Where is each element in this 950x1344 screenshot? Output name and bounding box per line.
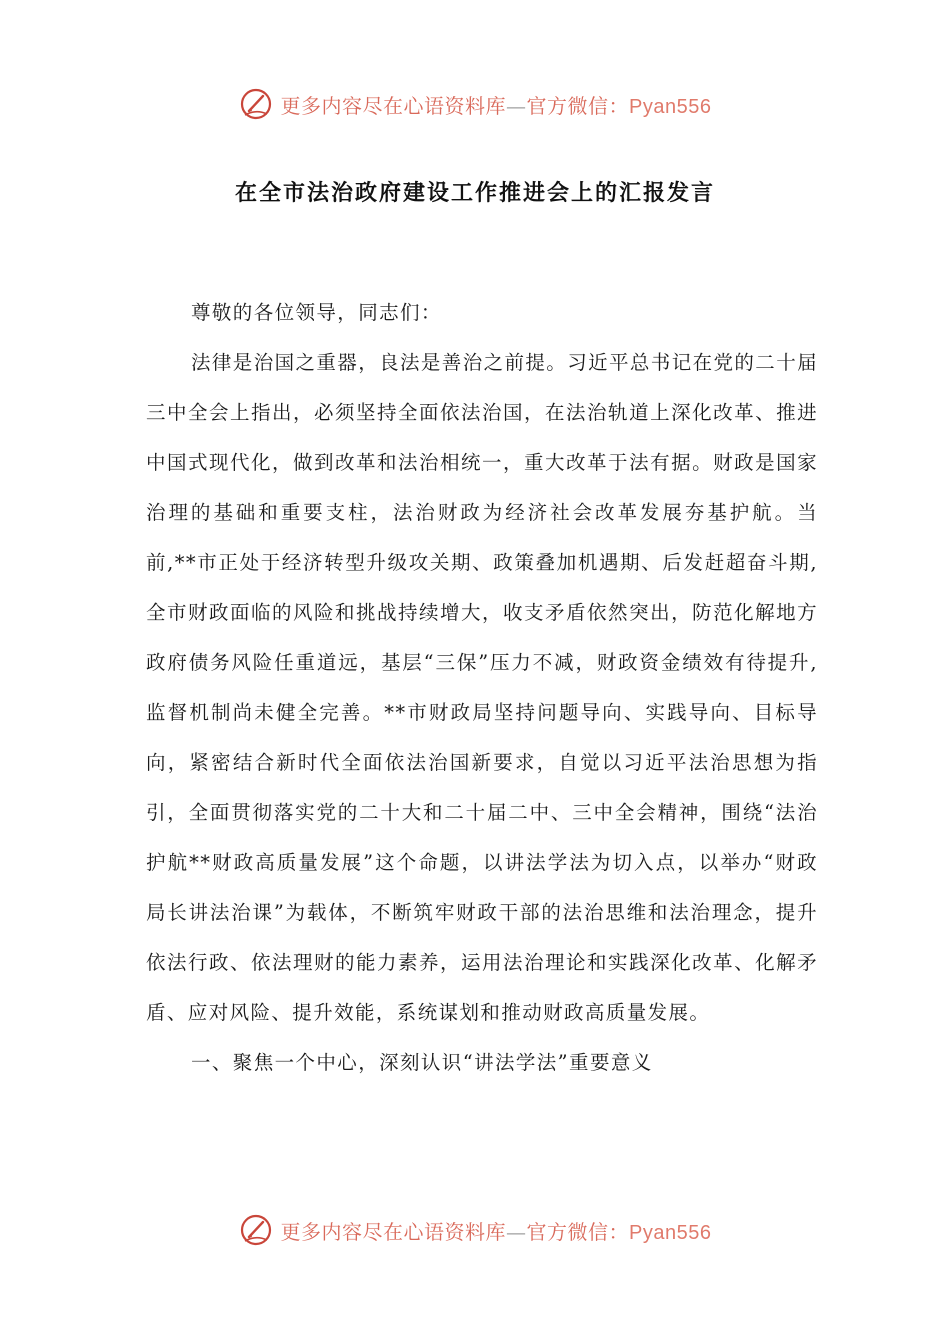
banner-text bbox=[281, 1216, 712, 1245]
banner-text bbox=[281, 90, 712, 119]
banner-wechat-label: 官方微信： bbox=[526, 93, 630, 118]
salutation: 尊敬的各位领导，同志们： bbox=[191, 301, 442, 324]
banner-wechat-label: 官方微信： bbox=[526, 1219, 630, 1244]
banner-main-text: 更多内容尽在心语资料库 bbox=[280, 93, 507, 118]
document-body bbox=[146, 288, 818, 1088]
banner-separator: — bbox=[506, 1219, 527, 1244]
banner-main-text: 更多内容尽在心语资料库 bbox=[280, 1219, 507, 1244]
pen-circle-logo-icon bbox=[239, 1213, 273, 1247]
banner-wechat-id: Pyan556 bbox=[629, 1221, 712, 1244]
pen-circle-logo-icon bbox=[239, 87, 273, 121]
banner-wechat-id: Pyan556 bbox=[629, 95, 712, 118]
header-banner bbox=[0, 84, 950, 124]
banner-separator: — bbox=[506, 93, 527, 118]
footer-banner bbox=[0, 1210, 950, 1250]
section-heading: 一、聚焦一个中心，深刻认识“讲法学法”重要意义 bbox=[191, 1051, 653, 1074]
body-paragraph: 法律是治国之重器，良法是善治之前提。习近平总书记在党的二十届三中全会上指出，必须坚持全面依法治国，在法治轨道上深化改革、推进中国式现代化，做到改革和法治相统一，重大改革于法有据。财政是国家治理的基础和重要支柱，法治财政为经济社会改革发展夯基护航。当前,**市正处于经济转型升级攻关期、政策叠加机遇期、后发赶超奋斗期,全市财政面临的风险和挑战持续增大，收支矛盾依然突出，防范化解地方政府债务风险任重道远，基层“三保”压力不减，财政资金绩效有待提升,监督机制尚未健全完善。**市财政局坚持问题导向、实践导向、目标导向，紧密结合新时代全面依法治国新要求，自觉以习近平法治思想为指引，全面贯彻落实党的二十大和二十届二中、三中全会精神，围绕“法治护航**财政高质量发展”这个命题，以讲法学法为切入点，以举办“财政局长讲法治课”为载体，不断筑牢财政干部的法治思维和法治理念，提升依法行政、依法理财的能力素养，运用法治理论和实践深化改革、化解矛盾、应对风险、提升效能，系统谋划和推动财政高质量发展。 bbox=[146, 351, 819, 1024]
document-title: 在全市法治政府建设工作推进会上的汇报发言 bbox=[234, 181, 715, 206]
